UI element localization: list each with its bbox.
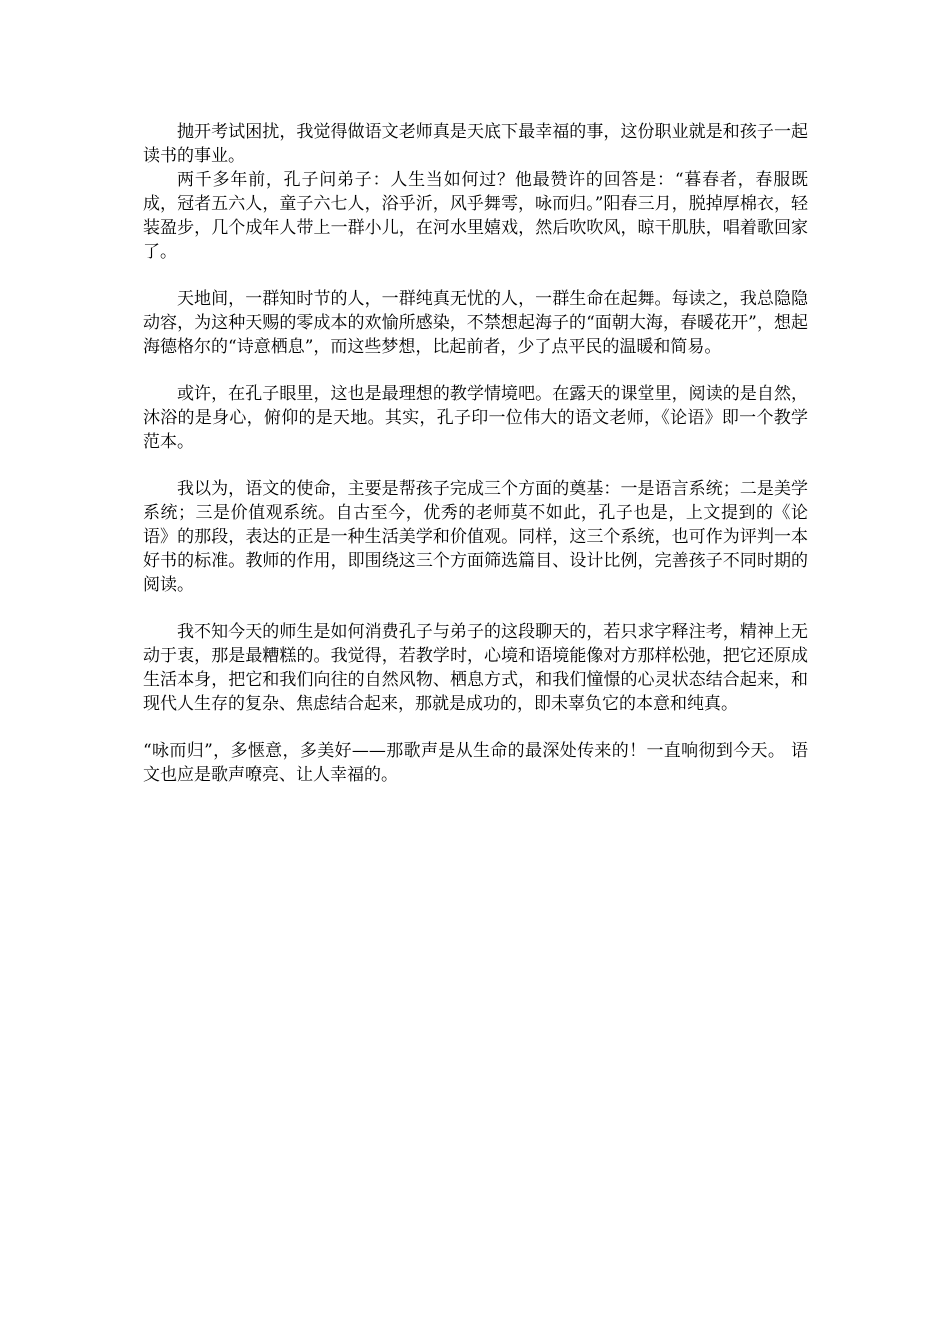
paragraph-5: 我以为，语文的使命，主要是帮孩子完成三个方面的奠基：一是语言系统；二是美学系统；三是价值观系统。自古至今，优秀的老师莫不如此，孔子也是，上文提到的《论语》的那段，表达的正是一种生活美学和价值观。同样，这三个系统，也可作为评判一本好书的标准。教师的作用，即围绕这三个方面筛选篇目、设计比例，完善孩子不同时期的阅读。	[143, 479, 808, 595]
document-body	[143, 120, 808, 787]
paragraph-7: “咏而归”，多惬意，多美好——那歌声是从生命的最深处传来的！一直响彻到今天。 语文也应是歌声嘹亮、让人幸福的。	[143, 741, 808, 785]
paragraph-spacer	[143, 264, 808, 287]
paragraph-4: 或许，在孔子眼里，这也是最理想的教学情境吧。在露天的课堂里，阅读的是自然，沐浴的是身心，俯仰的是天地。其实，孔子印一位伟大的语文老师，《论语》即一个教学范本。	[143, 384, 808, 452]
paragraph-spacer	[143, 359, 808, 382]
paragraph-1: 抛开考试困扰，我觉得做语文老师真是天底下最幸福的事，这份职业就是和孩子一起读书的事业。	[143, 122, 808, 166]
paragraph-spacer	[143, 716, 808, 739]
paragraph-2: 两千多年前，孔子问弟子：人生当如何过？他最赞许的回答是：“暮春者，春服既成，冠者五六人，童子六七人，浴乎沂，风乎舞雩，咏而归。”阳春三月，脱掉厚棉衣，轻装盈步，几个成年人带上一群小儿，在河水里嬉戏，然后吹吹风，晾干肌肤，唱着歌回家了。	[143, 170, 808, 262]
paragraph-spacer	[143, 597, 808, 620]
paragraph-3: 天地间，一群知时节的人，一群纯真无忧的人，一群生命在起舞。每读之，我总隐隐动容，为这种天赐的零成本的欢愉所感染，不禁想起海子的“面朝大海，春暖花开”，想起海德格尔的“诗意栖息”，而这些梦想，比起前者，少了点平民的温暖和简易。	[143, 289, 808, 357]
paragraph-spacer	[143, 454, 808, 477]
paragraph-6: 我不知今天的师生是如何消费孔子与弟子的这段聊天的，若只求字释注考，精神上无动于衷，那是最糟糕的。我觉得，若教学时，心境和语境能像对方那样松弛，把它还原成生活本身，把它和我们向往的自然风物、栖息方式，和我们憧憬的心灵状态结合起来，和现代人生存的复杂、焦虑结合起来，那就是成功的，即未辜负它的本意和纯真。	[143, 622, 808, 714]
